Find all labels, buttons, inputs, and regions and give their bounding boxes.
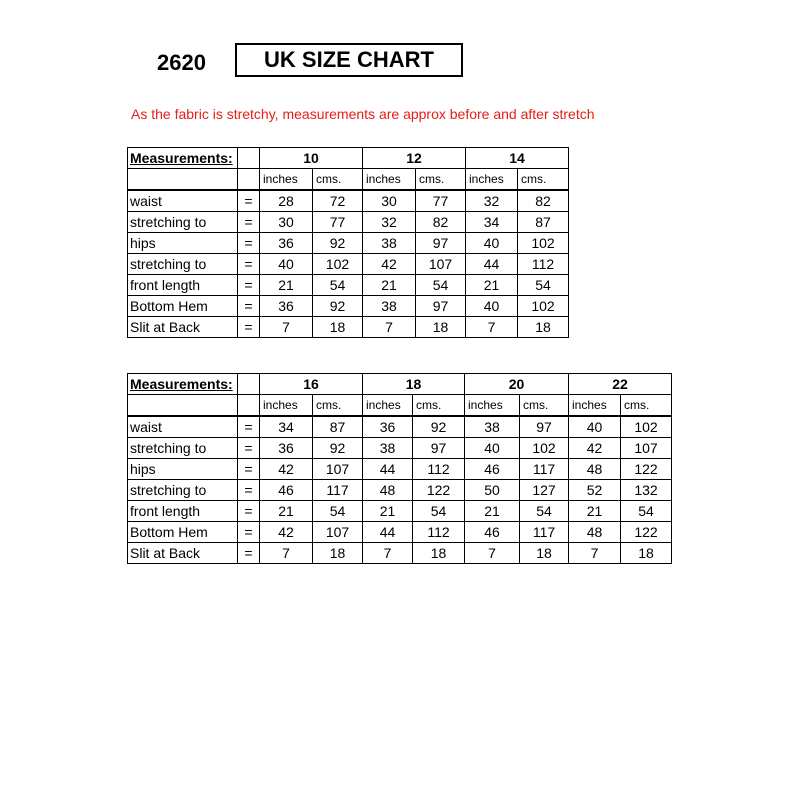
table-row — [128, 317, 569, 338]
equals-cell: = — [238, 522, 260, 543]
value-cell: 7 — [260, 543, 313, 564]
value-cell: 32 — [363, 212, 416, 233]
value-cell: 21 — [569, 501, 621, 522]
value-cell: 117 — [520, 522, 569, 543]
value-cell: 52 — [569, 480, 621, 501]
value-cell: 77 — [313, 212, 363, 233]
value-cell: 18 — [313, 317, 363, 338]
table-row — [128, 254, 569, 275]
table-row — [128, 438, 672, 459]
row-label: front length — [128, 275, 238, 296]
value-cell: 54 — [520, 501, 569, 522]
table-row — [128, 480, 672, 501]
size-table-large — [127, 373, 672, 564]
row-label: Slit at Back — [128, 317, 238, 338]
value-cell: 112 — [413, 459, 465, 480]
empty-cell — [128, 395, 238, 417]
unit-cell: inches — [569, 395, 621, 417]
value-cell: 46 — [465, 459, 520, 480]
value-cell: 18 — [413, 543, 465, 564]
value-cell: 21 — [363, 275, 416, 296]
value-cell: 40 — [260, 254, 313, 275]
equals-cell: = — [238, 480, 260, 501]
unit-cell: cms. — [313, 169, 363, 191]
row-label: stretching to — [128, 254, 238, 275]
value-cell: 38 — [363, 438, 413, 459]
table-row — [128, 296, 569, 317]
row-label: stretching to — [128, 438, 238, 459]
size-heading: 18 — [363, 374, 465, 395]
value-cell: 127 — [520, 480, 569, 501]
equals-cell: = — [238, 275, 260, 296]
value-cell: 40 — [466, 233, 518, 254]
row-label: waist — [128, 416, 238, 438]
value-cell: 42 — [363, 254, 416, 275]
table-row — [128, 522, 672, 543]
unit-cell: inches — [363, 169, 416, 191]
value-cell: 18 — [520, 543, 569, 564]
size-heading: 14 — [466, 148, 569, 169]
table-row — [128, 501, 672, 522]
unit-cell: cms. — [518, 169, 569, 191]
equals-cell: = — [238, 459, 260, 480]
value-cell: 42 — [569, 438, 621, 459]
value-cell: 54 — [313, 501, 363, 522]
size-header-row — [128, 374, 672, 395]
value-cell: 102 — [621, 416, 672, 438]
equals-cell: = — [238, 212, 260, 233]
table-row — [128, 190, 569, 212]
empty-cell — [238, 169, 260, 191]
unit-cell: inches — [260, 395, 313, 417]
row-label: stretching to — [128, 212, 238, 233]
value-cell: 7 — [466, 317, 518, 338]
value-cell: 48 — [569, 522, 621, 543]
unit-cell: cms. — [413, 395, 465, 417]
unit-row — [128, 395, 672, 417]
value-cell: 48 — [363, 480, 413, 501]
size-heading: 12 — [363, 148, 466, 169]
size-header-row — [128, 148, 569, 169]
value-cell: 21 — [363, 501, 413, 522]
value-cell: 82 — [416, 212, 466, 233]
value-cell: 92 — [413, 416, 465, 438]
size-heading: 16 — [260, 374, 363, 395]
stretch-note: As the fabric is stretchy, measurements are approx before and after stretch — [131, 106, 595, 122]
equals-cell: = — [238, 254, 260, 275]
value-cell: 122 — [621, 459, 672, 480]
value-cell: 48 — [569, 459, 621, 480]
row-label: hips — [128, 459, 238, 480]
value-cell: 54 — [518, 275, 569, 296]
value-cell: 21 — [465, 501, 520, 522]
value-cell: 36 — [260, 233, 313, 254]
equals-cell: = — [238, 543, 260, 564]
value-cell: 102 — [518, 233, 569, 254]
value-cell: 82 — [518, 190, 569, 212]
value-cell: 40 — [466, 296, 518, 317]
value-cell: 34 — [260, 416, 313, 438]
row-label: waist — [128, 190, 238, 212]
unit-cell: inches — [260, 169, 313, 191]
row-label: Bottom Hem — [128, 296, 238, 317]
value-cell: 77 — [416, 190, 466, 212]
equals-cell: = — [238, 317, 260, 338]
unit-cell: cms. — [313, 395, 363, 417]
value-cell: 18 — [621, 543, 672, 564]
row-label: Bottom Hem — [128, 522, 238, 543]
value-cell: 107 — [313, 459, 363, 480]
value-cell: 30 — [260, 212, 313, 233]
value-cell: 40 — [465, 438, 520, 459]
value-cell: 7 — [363, 543, 413, 564]
value-cell: 122 — [621, 522, 672, 543]
unit-row — [128, 169, 569, 191]
value-cell: 34 — [466, 212, 518, 233]
size-table-small — [127, 147, 569, 338]
value-cell: 44 — [363, 522, 413, 543]
table-row — [128, 416, 672, 438]
value-cell: 38 — [363, 296, 416, 317]
equals-cell: = — [238, 296, 260, 317]
value-cell: 42 — [260, 522, 313, 543]
value-cell: 18 — [313, 543, 363, 564]
value-cell: 36 — [260, 438, 313, 459]
product-code: 2620 — [157, 50, 206, 75]
value-cell: 97 — [416, 296, 466, 317]
row-label: front length — [128, 501, 238, 522]
table-row — [128, 459, 672, 480]
value-cell: 46 — [260, 480, 313, 501]
table-row — [128, 212, 569, 233]
size-heading: 22 — [569, 374, 672, 395]
value-cell: 40 — [569, 416, 621, 438]
value-cell: 38 — [465, 416, 520, 438]
value-cell: 36 — [363, 416, 413, 438]
value-cell: 21 — [260, 275, 313, 296]
value-cell: 92 — [313, 233, 363, 254]
value-cell: 112 — [413, 522, 465, 543]
table-row — [128, 233, 569, 254]
value-cell: 44 — [466, 254, 518, 275]
value-cell: 107 — [621, 438, 672, 459]
value-cell: 42 — [260, 459, 313, 480]
value-cell: 117 — [313, 480, 363, 501]
value-cell: 18 — [518, 317, 569, 338]
value-cell: 32 — [466, 190, 518, 212]
value-cell: 107 — [416, 254, 466, 275]
value-cell: 54 — [313, 275, 363, 296]
value-cell: 54 — [416, 275, 466, 296]
value-cell: 21 — [260, 501, 313, 522]
empty-cell — [238, 395, 260, 417]
table-row — [128, 543, 672, 564]
value-cell: 7 — [569, 543, 621, 564]
value-cell: 30 — [363, 190, 416, 212]
table-row — [128, 275, 569, 296]
equals-cell: = — [238, 438, 260, 459]
value-cell: 102 — [520, 438, 569, 459]
unit-cell: cms. — [520, 395, 569, 417]
equals-cell: = — [238, 501, 260, 522]
value-cell: 7 — [363, 317, 416, 338]
empty-cell — [238, 374, 260, 395]
size-heading: 10 — [260, 148, 363, 169]
unit-cell: cms. — [621, 395, 672, 417]
page-title: UK SIZE CHART — [235, 43, 463, 77]
value-cell: 92 — [313, 296, 363, 317]
value-cell: 117 — [520, 459, 569, 480]
unit-cell: inches — [363, 395, 413, 417]
value-cell: 72 — [313, 190, 363, 212]
value-cell: 54 — [413, 501, 465, 522]
value-cell: 7 — [260, 317, 313, 338]
measurements-heading: Measurements: — [128, 148, 238, 169]
value-cell: 46 — [465, 522, 520, 543]
measurements-heading: Measurements: — [128, 374, 238, 395]
value-cell: 132 — [621, 480, 672, 501]
value-cell: 50 — [465, 480, 520, 501]
value-cell: 97 — [413, 438, 465, 459]
row-label: stretching to — [128, 480, 238, 501]
value-cell: 107 — [313, 522, 363, 543]
value-cell: 38 — [363, 233, 416, 254]
value-cell: 44 — [363, 459, 413, 480]
equals-cell: = — [238, 190, 260, 212]
equals-cell: = — [238, 233, 260, 254]
unit-cell: inches — [466, 169, 518, 191]
value-cell: 87 — [313, 416, 363, 438]
value-cell: 92 — [313, 438, 363, 459]
empty-cell — [238, 148, 260, 169]
value-cell: 54 — [621, 501, 672, 522]
value-cell: 97 — [520, 416, 569, 438]
value-cell: 28 — [260, 190, 313, 212]
value-cell: 122 — [413, 480, 465, 501]
size-heading: 20 — [465, 374, 569, 395]
value-cell: 102 — [313, 254, 363, 275]
value-cell: 97 — [416, 233, 466, 254]
value-cell: 87 — [518, 212, 569, 233]
value-cell: 102 — [518, 296, 569, 317]
value-cell: 7 — [465, 543, 520, 564]
row-label: Slit at Back — [128, 543, 238, 564]
equals-cell: = — [238, 416, 260, 438]
empty-cell — [128, 169, 238, 191]
value-cell: 21 — [466, 275, 518, 296]
unit-cell: cms. — [416, 169, 466, 191]
value-cell: 18 — [416, 317, 466, 338]
value-cell: 36 — [260, 296, 313, 317]
row-label: hips — [128, 233, 238, 254]
value-cell: 112 — [518, 254, 569, 275]
unit-cell: inches — [465, 395, 520, 417]
